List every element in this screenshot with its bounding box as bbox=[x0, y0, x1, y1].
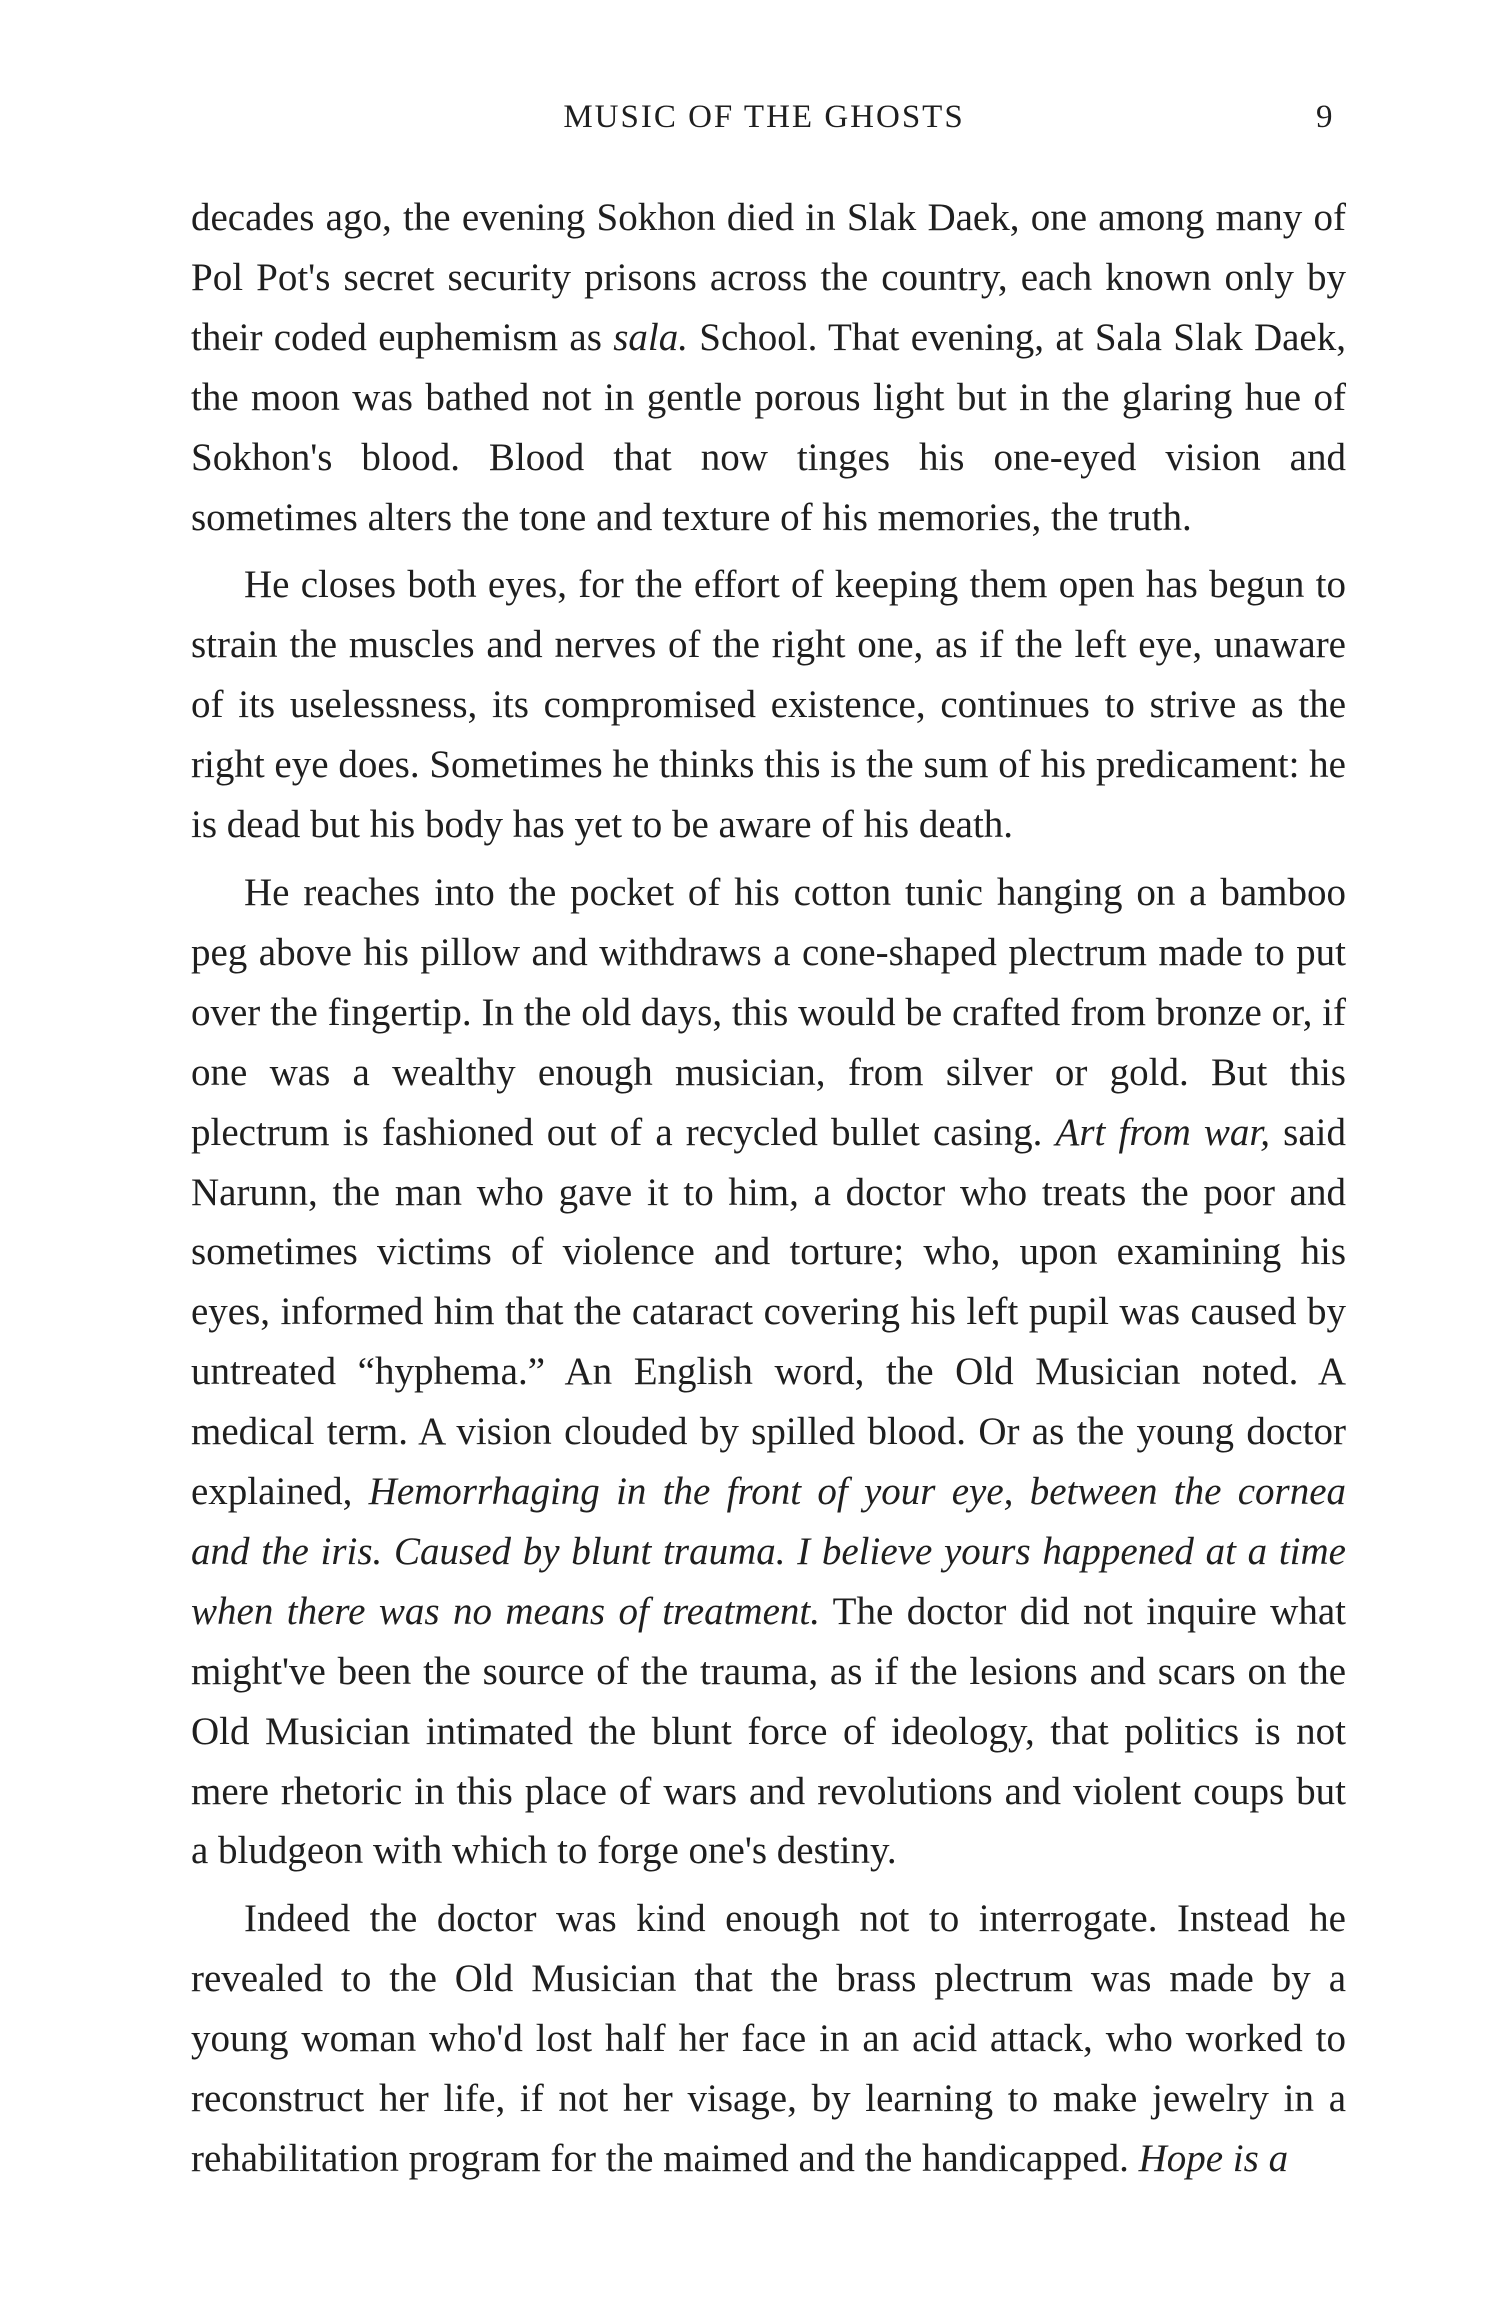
paragraph-3-text-a: He reaches into the pocket of his cotton tunic hanging on a bamboo peg above his pillow and withdraws a cone-shaped plectrum made to put over the fingertip. In the old days, this would be crafted from bronze or, if one was a wealthy enough musician, from silver or gold. But this plectrum is fashioned out of a recycled bullet casing. bbox=[191, 870, 1346, 1154]
paragraph-3-text-c: The doctor did not inquire what might've been the source of the trauma, as if the lesions and scars on the Old Musician intimated the blunt force of ideology, that politics is not mere rhetoric in this place of wars and revolutions and violent coups but a bludgeon with which to forge one's destiny. bbox=[191, 1589, 1346, 1873]
paragraph-3-text-b: said Narunn, the man who gave it to him, a doctor who treats the poor and sometimes victims of violence and torture; who, upon examining his eyes, informed him that the cataract covering his left pupil was caused by untreated “hyphema.” An English word, the Old Musician noted. A medical term. A vision clouded by spilled blood. Or as the young doctor explained, bbox=[191, 1110, 1346, 1514]
paragraph-4-text-a: Indeed the doctor was kind enough not to interrogate. Instead he revealed to the Old Musician that the brass plectrum was made by a young woman who'd lost half her face in an acid attack, who worked to reconstruct her life, if not her visage, by learning to make jewelry in a rehabilitation program for the maimed and the handicapped. bbox=[191, 1897, 1346, 2180]
paragraph-1 bbox=[191, 188, 1346, 547]
paragraph-4 bbox=[191, 1889, 1346, 2189]
paragraph-2 bbox=[191, 555, 1346, 855]
paragraph-1-text-b: School. That evening, at Sala Slak Daek, the moon was bathed not in gentle porous light but in the glaring hue of Sokhon's blood. Blood that now tinges his one-eyed vision and sometimes alters the tone and texture of his memories, the truth. bbox=[191, 315, 1346, 539]
paragraph-1-italic-sala: sala. bbox=[613, 315, 688, 359]
paragraph-3 bbox=[191, 863, 1346, 1881]
running-head bbox=[0, 92, 1500, 142]
paragraph-3-italic-doctor-quote: Hemorrhaging in the front of your eye, between the cornea and the iris. Caused by blunt trauma. I believe yours happened at a time when there was no means of treatment. bbox=[191, 1470, 1347, 1633]
paragraph-1-text-a: decades ago, the evening Sokhon died in Slak Daek, one among many of Pol Pot's secret security prisons across the country, each known only by their coded euphemism as bbox=[191, 196, 1346, 359]
page-number: 9 bbox=[1316, 99, 1333, 135]
running-title: MUSIC OF THE GHOSTS bbox=[563, 99, 965, 135]
paragraph-3-italic-art-from-war: Art from war, bbox=[1055, 1110, 1271, 1154]
paragraph-2-text: He closes both eyes, for the effort of keeping them open has begun to strain the muscles and nerves of the right one, as if the left eye, unaware of its uselessness, its compromised existence, continues to strive as the right eye does. Sometimes he thinks this is the sum of his predicament: he is dead but his body has yet to be aware of his death. bbox=[191, 563, 1346, 847]
paragraph-4-italic-hope: Hope is a bbox=[1138, 2137, 1289, 2180]
body-text bbox=[191, 188, 1346, 2197]
